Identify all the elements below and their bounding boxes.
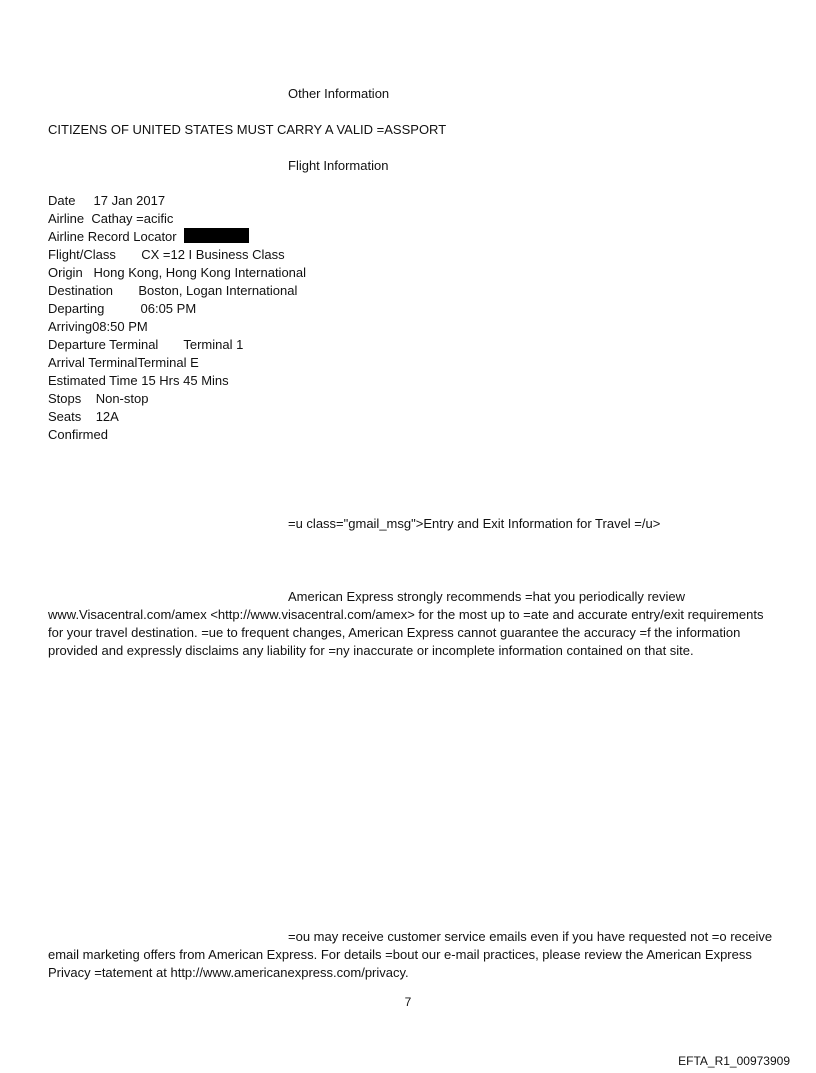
flight-field-value: 06:05 PM: [140, 301, 197, 316]
flight-field-label: Arriving: [48, 319, 93, 334]
flight-information-heading: Flight Information: [288, 158, 389, 173]
flight-field-row: [48, 354, 306, 372]
flight-field-row: [48, 228, 306, 246]
flight-field-value: Terminal 1: [183, 337, 244, 352]
flight-field-label: Destination: [48, 283, 114, 298]
flight-field-row: [48, 192, 306, 210]
entry-exit-heading: =u class="gmail_msg">Entry and Exit Information for Travel =/u>: [288, 516, 661, 531]
flight-field-value: Cathay =acific: [91, 211, 174, 226]
flight-field-label: Departure Terminal: [48, 337, 159, 352]
flight-field-label: Date: [48, 193, 76, 208]
flight-field-row: [48, 372, 306, 390]
flight-field-row: [48, 264, 306, 282]
flight-field-value: 08:50 PM: [92, 319, 148, 334]
flight-field-row: [48, 426, 306, 444]
flight-field-label: Flight/Class: [48, 247, 116, 262]
flight-field-separator: [113, 283, 138, 298]
flight-field-label: Estimated Time: [48, 373, 138, 388]
flight-field-row: [48, 210, 306, 228]
flight-field-separator: [83, 265, 94, 280]
page-number: 7: [404, 995, 412, 1009]
flight-field-label: Origin: [48, 265, 83, 280]
email-notice-paragraph: [48, 928, 774, 982]
flight-field-separator: [158, 337, 183, 352]
flight-details-list: [48, 192, 306, 444]
flight-field-value: Hong Kong, Hong Kong International: [93, 265, 307, 280]
entry-exit-text: American Express strongly recommends =hat you periodically review www.Visacentral.com/amex <http://www.visacentral.com/amex> for the most up to =ate and accurate entry/exit requirements for your travel destination. =ue to frequent changes, American Express cannot guarantee the accuracy =f the information provided and expressly disclaims any liability for =ny inaccurate or incomplete information contained on that site.: [48, 589, 764, 658]
flight-field-separator: [81, 391, 95, 406]
passport-notice: CITIZENS OF UNITED STATES MUST CARRY A VALID =ASSPORT: [48, 122, 447, 137]
flight-field-value: Terminal E: [137, 355, 199, 370]
flight-field-row: [48, 390, 306, 408]
flight-field-row: [48, 282, 306, 300]
flight-field-value: Boston, Logan International: [138, 283, 298, 298]
flight-field-value: CX =12 I Business Class: [141, 247, 285, 262]
flight-field-label: Airline: [48, 211, 85, 226]
flight-field-label: Arrival Terminal: [48, 355, 138, 370]
flight-field-value: 12A: [95, 409, 119, 424]
flight-field-separator: [81, 409, 95, 424]
flight-field-row: [48, 318, 306, 336]
entry-exit-paragraph: [48, 588, 774, 660]
flight-field-separator: [104, 301, 140, 316]
flight-field-row: [48, 408, 306, 426]
flight-field-value: 15 Hrs 45 Mins: [141, 373, 229, 388]
flight-field-separator: [116, 247, 141, 262]
flight-field-row: [48, 336, 306, 354]
email-notice-text: =ou may receive customer service emails even if you have requested not =o receive email marketing offers from American Express. For details =bout our e-mail practices, please review the American Express Privacy =tatement at http://www.americanexpress.com/privacy.: [48, 929, 773, 980]
flight-field-label: Departing: [48, 301, 105, 316]
flight-field-label: Seats: [48, 409, 82, 424]
other-information-heading: Other Information: [288, 86, 390, 101]
flight-field-value: Non-stop: [95, 391, 149, 406]
flight-field-row: [48, 246, 306, 264]
flight-field-separator: [177, 229, 181, 244]
bates-number: EFTA_R1_00973909: [678, 1054, 790, 1068]
flight-field-value: 17 Jan 2017: [93, 193, 166, 208]
flight-field-label: Confirmed: [48, 427, 108, 442]
flight-field-label: Airline Record Locator: [48, 229, 177, 244]
flight-field-label: Stops: [48, 391, 82, 406]
redaction-box: [184, 228, 249, 243]
flight-field-row: [48, 300, 306, 318]
flight-field-separator: [75, 193, 93, 208]
